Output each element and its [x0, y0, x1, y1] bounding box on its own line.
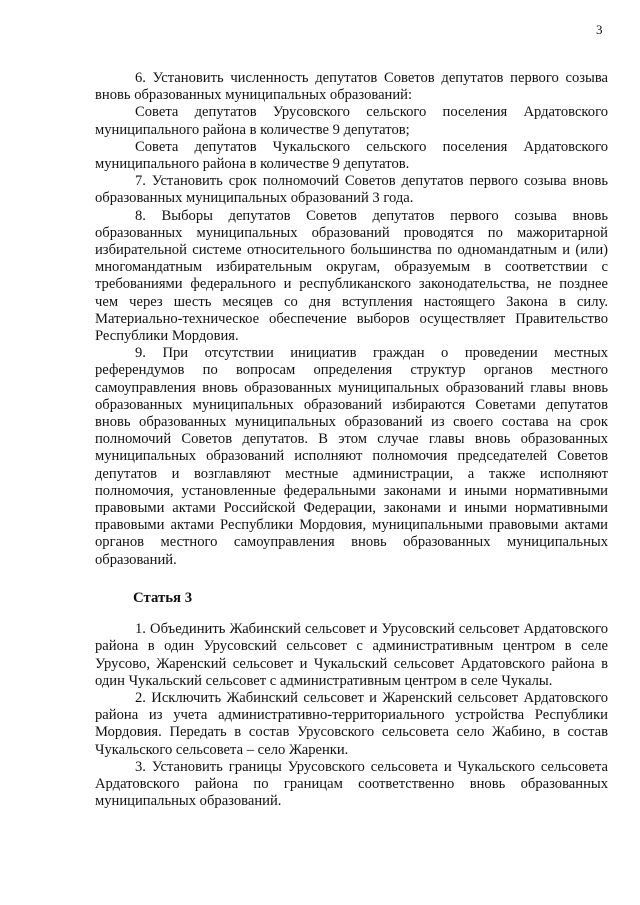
paragraph-item-6: 6. Установить численность депутатов Советов депутатов первого созыва вновь образованных муниципальных образований: — [95, 70, 608, 104]
paragraph-council-urusovo: Совета депутатов Урусовского сельского поселения Ардатовского муниципального района в количестве 9 депутатов; — [95, 104, 608, 138]
article-title: Статья 3 — [133, 589, 193, 606]
article-paragraph-1: 1. Объединить Жабинский сельсовет и Урусовский сельсовет Ардатовского района в один Урусовский сельсовет с административным центром в селе Урусово, Жаренский сельсовет и Чукальский сельсовет Ардатовского района в один Чукальский сельсовет с административным центром в селе Чукалы. — [95, 621, 608, 689]
paragraph-item-8: 8. Выборы депутатов Советов депутатов первого созыва вновь образованных муниципальных образований проводятся по мажоритарной избирательной системе относительного большинства по одномандатным и (или) многомандатным избирательным округам, образуемым в соответствии с требованиями федерального и республиканского законодательства, не позднее чем через шесть месяцев со дня вступления настоящего Закона в силу. Материально-техническое обеспечение выборов осуществляет Правительство Республики Мордовия. — [95, 207, 608, 345]
paragraph-council-chukaly: Совета депутатов Чукальского сельского поселения Ардатовского муниципального района в количестве 9 депутатов. — [95, 138, 608, 173]
paragraph-item-9: 9. При отсутствии инициатив граждан о проведении местных референдумов по вопросам определения структур органов местного самоуправления вновь образованных муниципальных образований главы вновь образованных муниципальных образований избираются Советами депутатов вновь образованных муниципальных образований из своего состава на срок полномочий Советов депутатов. В этом случае главы вновь образованных муниципальных образований исполняют полномочия председателей Советов депутатов и возглавляют местные администрации, а также исполняют полномочия, установленные федеральными законами и иными нормативными правовыми актами Российской Федерации, законами и иными нормативными правовыми актами Республики Мордовия, муниципальными правовыми актами органов местного самоуправления вновь образованных муниципальных образований. — [95, 345, 608, 568]
document-body — [95, 70, 608, 810]
page-number: 3 — [596, 22, 603, 37]
paragraph-item-7: 7. Установить срок полномочий Советов депутатов первого созыва вновь образованных муниципальных образований 3 года. — [95, 173, 608, 207]
article-paragraph-3: 3. Установить границы Урусовского сельсовета и Чукальского сельсовета Ардатовского района по границам соответственно вновь образованных муниципальных образований. — [95, 758, 608, 810]
article-paragraph-2: 2. Исключить Жабинский сельсовет и Жаренский сельсовет Ардатовского района из учета административно-территориального устройства Республики Мордовия. Передать в состав Урусовского сельсовета село Жабино, в состав Чукальского сельсовета – село Жаренки. — [95, 689, 608, 758]
